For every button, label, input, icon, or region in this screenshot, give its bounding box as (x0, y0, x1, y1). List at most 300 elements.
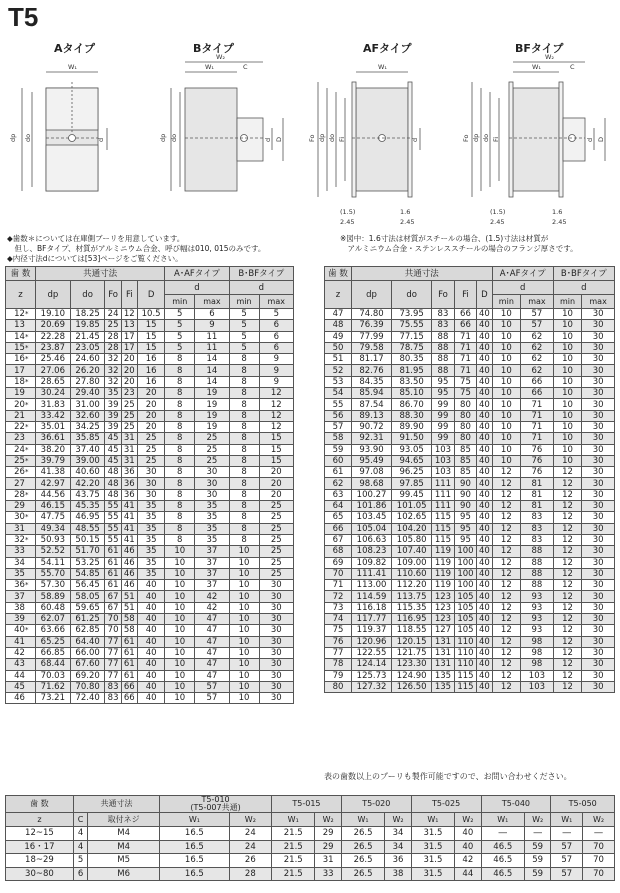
cell-aaf-min: 8 (165, 489, 195, 500)
cell-z (6, 354, 36, 365)
cell-value: 31 (315, 854, 341, 868)
cell-do: 46.95 (70, 512, 105, 523)
cell-fi: 85 (454, 444, 476, 455)
cell-bbf-max: 30 (582, 354, 615, 365)
cell-aaf-max: 76 (521, 467, 554, 478)
table-row (6, 399, 294, 410)
teeth-count: 13 (14, 320, 25, 331)
cell-bbf-max: 30 (582, 602, 615, 613)
cell-do: 101.05 (392, 501, 432, 512)
cell-value: 44 (455, 867, 481, 881)
label-d-af: d (411, 137, 419, 142)
cell-z: 67 (325, 534, 352, 545)
cell-aaf-min: 12 (492, 534, 520, 545)
cell-bbf-min: 10 (553, 421, 582, 432)
cell-z: 73 (325, 602, 352, 613)
cell-z (6, 455, 36, 466)
cell-dp: 52.52 (35, 546, 70, 557)
cell-dp: 109.82 (352, 557, 392, 568)
cell-aaf-max: 30 (195, 478, 229, 489)
cell-aaf-max: 37 (195, 557, 229, 568)
cell-do: 27.80 (70, 376, 105, 387)
cell-aaf-max: 37 (195, 580, 229, 591)
cell-z (6, 320, 36, 331)
cell-aaf-min: 12 (492, 489, 520, 500)
cell-dp: 58.89 (35, 591, 70, 602)
cell-bbf-max: 30 (582, 523, 615, 534)
cell-dp: 105.04 (352, 523, 392, 534)
cell-value: 16.5 (160, 867, 230, 881)
cell-aaf-max: 14 (195, 365, 229, 376)
table-row (6, 478, 294, 489)
cell-aaf-max: 19 (195, 399, 229, 410)
col-fi: Fi (121, 281, 137, 309)
cell-do: 99.45 (392, 489, 432, 500)
cell-aaf-min: 8 (165, 467, 195, 478)
cell-aaf-max: 57 (195, 693, 229, 704)
cell-bbf-min: 10 (229, 568, 259, 579)
label-245-bf-l: 2.45 (490, 218, 505, 226)
cell-fi: 85 (454, 467, 476, 478)
cell-D: 15 (137, 342, 164, 353)
cell-D: 40 (137, 636, 164, 647)
cell-fi: 20 (121, 354, 137, 365)
cell-aaf-max: 83 (521, 523, 554, 534)
teeth-count: 44 (14, 670, 25, 681)
cell-fi: 51 (121, 602, 137, 613)
cell-bbf-max: 30 (259, 681, 293, 692)
cell-z: 66 (325, 523, 352, 534)
cell-aaf-max: 57 (195, 681, 229, 692)
cell-bbf-min: 10 (229, 602, 259, 613)
cell-aaf-min: 10 (165, 614, 195, 625)
label-dp-a: dp (9, 133, 17, 142)
table-row (6, 867, 615, 881)
col-w2: W₂ (229, 813, 271, 827)
cell-fi: 85 (454, 455, 476, 466)
cell-z (6, 647, 36, 658)
stock-mark: * (24, 310, 29, 319)
cell-D: 20 (137, 410, 164, 421)
cell-bbf-max: 6 (259, 320, 293, 331)
col-w2: W₂ (315, 813, 341, 827)
cell-D: 40 (477, 568, 492, 579)
cell-fi: 61 (121, 636, 137, 647)
label-dp-af: dp (318, 133, 326, 142)
cell-do: 59.65 (70, 602, 105, 613)
cell-aaf-max: 11 (195, 342, 229, 353)
col-do: do (392, 281, 432, 309)
cell-fo: 88 (432, 342, 454, 353)
cell-bbf-min: 8 (229, 467, 259, 478)
col-series: T5-040 (481, 796, 551, 813)
cell-dp: 27.06 (35, 365, 70, 376)
col-d: d (492, 281, 553, 295)
cell-aaf-min: 10 (492, 376, 520, 387)
cell-aaf-max: 83 (521, 534, 554, 545)
cell-value: 5 (73, 854, 87, 868)
cell-value: 26.5 (341, 840, 384, 854)
cell-D: 30 (137, 478, 164, 489)
col-series: T5-015 (272, 796, 342, 813)
table-row (325, 523, 615, 534)
cell-aaf-max: 25 (195, 455, 229, 466)
cell-D: 40 (477, 681, 492, 692)
cell-bbf-min: 10 (229, 557, 259, 568)
col-aaf: A･AFタイプ (165, 267, 229, 281)
cell-bbf-min: 8 (229, 523, 259, 534)
cell-bbf-max: 30 (259, 591, 293, 602)
cell-dp: 28.65 (35, 376, 70, 387)
cell-z: 63 (325, 489, 352, 500)
teeth-count: 21 (14, 410, 25, 421)
cell-value: 21.5 (272, 840, 315, 854)
stock-mark: * (24, 344, 29, 353)
cell-bbf-min: 8 (229, 501, 259, 512)
col-min: min (553, 295, 582, 309)
cell-z (6, 501, 36, 512)
cell-fi: 51 (121, 591, 137, 602)
label-c-bf: C (570, 63, 575, 71)
cell-fo: 55 (105, 523, 121, 534)
cell-bbf-max: 30 (259, 693, 293, 704)
cell-value: 33 (315, 867, 341, 881)
cell-aaf-max: 71 (521, 399, 554, 410)
cell-z: 62 (325, 478, 352, 489)
cell-aaf-min: 8 (165, 376, 195, 387)
col-fo: Fo (105, 281, 121, 309)
table-row (325, 625, 615, 636)
cell-fo: 61 (105, 580, 121, 591)
cell-bbf-min: 12 (553, 602, 582, 613)
teeth-count: 46 (14, 693, 25, 704)
stock-mark: * (24, 377, 29, 386)
teeth-count: 38 (14, 602, 25, 613)
table-row (325, 557, 615, 568)
cell-bbf-min: 8 (229, 489, 259, 500)
table-row (6, 534, 294, 545)
cell-value: 40 (455, 827, 481, 841)
cell-bbf-min: 8 (229, 444, 259, 455)
cell-do: 126.50 (392, 681, 432, 692)
teeth-count: 28 (14, 489, 25, 500)
cell-bbf-max: 9 (259, 365, 293, 376)
cell-fo: 45 (105, 433, 121, 444)
cell-D: 25 (137, 455, 164, 466)
cell-fi: 95 (454, 523, 476, 534)
cell-fo: 103 (432, 444, 454, 455)
label-d-a: d (97, 137, 105, 142)
cell-bbf-min: 12 (553, 501, 582, 512)
diagram-title-b: Bタイプ (193, 42, 234, 55)
cell-dp: 87.54 (352, 399, 392, 410)
cell-do: 88.30 (392, 410, 432, 421)
cell-fi: 75 (454, 388, 476, 399)
cell-dp: 19.10 (35, 309, 70, 320)
cell-do: 35.85 (70, 433, 105, 444)
col-teeth: 歯 数 (325, 267, 352, 281)
cell-value: 16.5 (160, 854, 230, 868)
table-row (325, 534, 615, 545)
cell-fo: 131 (432, 659, 454, 670)
cell-value: 34 (385, 840, 411, 854)
cell-aaf-min: 10 (492, 421, 520, 432)
cell-fo: 77 (105, 670, 121, 681)
cell-value: 26.5 (341, 867, 384, 881)
table-row (6, 625, 294, 636)
stock-mark: * (24, 468, 29, 477)
table-row (325, 614, 615, 625)
cell-aaf-min: 5 (165, 320, 195, 331)
cell-bbf-max: 9 (259, 354, 293, 365)
cell-fo: 83 (432, 309, 454, 320)
cell-aaf-max: 81 (521, 501, 554, 512)
cell-dp: 57.30 (35, 580, 70, 591)
cell-value: 31.5 (411, 854, 454, 868)
cell-bbf-min: 12 (553, 670, 582, 681)
cell-fo: 25 (105, 320, 121, 331)
cell-D: 40 (477, 557, 492, 568)
cell-aaf-max: 62 (521, 342, 554, 353)
cell-fo: 99 (432, 433, 454, 444)
cell-bbf-max: 30 (259, 670, 293, 681)
cell-dp: 100.27 (352, 489, 392, 500)
col-d: d (229, 281, 293, 295)
cell-dp: 101.86 (352, 501, 392, 512)
cell-z (6, 602, 36, 613)
cell-value: 4 (73, 827, 87, 841)
cell-fo: 35 (105, 388, 121, 399)
cell-aaf-min: 8 (165, 421, 195, 432)
cell-aaf-max: 93 (521, 625, 554, 636)
cell-D: 15 (137, 320, 164, 331)
cell-bbf-max: 30 (259, 580, 293, 591)
cell-value: 16.5 (160, 840, 230, 854)
cell-do: 24.60 (70, 354, 105, 365)
table-row (325, 342, 615, 353)
cell-do: 43.75 (70, 489, 105, 500)
cell-aaf-min: 12 (492, 523, 520, 534)
cell-aaf-max: 42 (195, 591, 229, 602)
cell-bbf-min: 5 (229, 320, 259, 331)
label-dp-b: dp (159, 133, 167, 142)
cell-aaf-max: 19 (195, 388, 229, 399)
cell-aaf-min: 10 (492, 331, 520, 342)
teeth-count: 36 (14, 580, 25, 591)
cell-aaf-min: 12 (492, 614, 520, 625)
cell-bbf-max: 30 (582, 647, 615, 658)
label-D-b: D (275, 136, 283, 142)
cell-bbf-min: 10 (553, 365, 582, 376)
table-row (6, 309, 294, 320)
cell-value: 46.5 (481, 854, 524, 868)
cell-D: 40 (477, 365, 492, 376)
cell-bbf-min: 8 (229, 376, 259, 387)
cell-fi: 46 (121, 557, 137, 568)
cell-bbf-max: 30 (582, 489, 615, 500)
cell-aaf-max: 103 (521, 670, 554, 681)
table-row (325, 647, 615, 658)
cell-aaf-max: 66 (521, 388, 554, 399)
cell-value: 21.5 (272, 854, 315, 868)
cell-D: 40 (477, 342, 492, 353)
cell-aaf-min: 10 (492, 309, 520, 320)
cell-dp: 120.96 (352, 636, 392, 647)
cell-dp: 62.07 (35, 614, 70, 625)
cell-bbf-min: 12 (553, 568, 582, 579)
cell-fo: 48 (105, 478, 121, 489)
cell-dp: 119.37 (352, 625, 392, 636)
col-min: min (229, 295, 259, 309)
cell-do: 113.75 (392, 591, 432, 602)
col-series: T5-050 (551, 796, 615, 813)
cell-aaf-max: 88 (521, 557, 554, 568)
table-row (6, 523, 294, 534)
cell-z: 61 (325, 467, 352, 478)
cell-fi: 61 (121, 659, 137, 670)
label-w1-a: W₁ (68, 63, 78, 71)
col-max: max (521, 295, 554, 309)
label-w2-b: W₂ (216, 53, 226, 61)
cell-aaf-max: 103 (521, 681, 554, 692)
cell-do: 124.90 (392, 670, 432, 681)
cell-bbf-min: 10 (553, 433, 582, 444)
col-screw: 取付ネジ (88, 813, 160, 827)
stock-mark: * (24, 513, 29, 522)
cell-bbf-max: 30 (582, 670, 615, 681)
note-line: 但し、BFタイプ、材質がアルミニウム合金、呼び幅は010, 015のみです。 (7, 244, 266, 253)
cell-bbf-max: 15 (259, 455, 293, 466)
cell-dp: 31.83 (35, 399, 70, 410)
col-min: min (165, 295, 195, 309)
cell-dp: 49.34 (35, 523, 70, 534)
col-bbf: B･BFタイプ (229, 267, 293, 281)
cell-fi: 66 (121, 681, 137, 692)
cell-fo: 103 (432, 455, 454, 466)
stock-mark: * (24, 355, 29, 364)
table-row (6, 614, 294, 625)
cell-D: 35 (137, 523, 164, 534)
cell-fi: 23 (121, 388, 137, 399)
cell-aaf-max: 35 (195, 534, 229, 545)
cell-D: 40 (477, 670, 492, 681)
cell-D: 40 (477, 546, 492, 557)
table-row (6, 467, 294, 478)
cell-dp: 39.79 (35, 455, 70, 466)
table-row (325, 546, 615, 557)
cell-D: 40 (477, 659, 492, 670)
cell-fo: 32 (105, 354, 121, 365)
cell-fo: 115 (432, 512, 454, 523)
cell-fo: 111 (432, 489, 454, 500)
teeth-count: 22 (14, 422, 25, 433)
cell-aaf-max: 76 (521, 444, 554, 455)
cell-z: 59 (325, 444, 352, 455)
col-max: max (259, 295, 293, 309)
col-do: do (70, 281, 105, 309)
table-row (6, 354, 294, 365)
cell-bbf-min: 10 (553, 354, 582, 365)
cell-z: 71 (325, 580, 352, 591)
cell-dp: 85.94 (352, 388, 392, 399)
cell-value: 70 (583, 854, 615, 868)
cell-bbf-max: 30 (582, 580, 615, 591)
cell-aaf-min: 10 (165, 591, 195, 602)
cell-D: 25 (137, 444, 164, 455)
cell-value: 21.5 (272, 867, 315, 881)
table-row (325, 433, 615, 444)
cell-z (6, 614, 36, 625)
table-row (325, 489, 615, 500)
table-row (325, 670, 615, 681)
cell-D: 40 (137, 670, 164, 681)
teeth-count: 33 (14, 546, 25, 557)
cell-fi: 25 (121, 399, 137, 410)
cell-aaf-max: 57 (521, 309, 554, 320)
cell-fi: 17 (121, 342, 137, 353)
table-row (325, 681, 615, 692)
cell-fo: 70 (105, 625, 121, 636)
col-min: min (492, 295, 520, 309)
cell-dp: 71.62 (35, 681, 70, 692)
cell-fi: 105 (454, 591, 476, 602)
cell-bbf-max: 30 (582, 331, 615, 342)
cell-aaf-max: 14 (195, 354, 229, 365)
cell-fi: 66 (121, 693, 137, 704)
cell-D: 40 (477, 309, 492, 320)
cell-aaf-max: 98 (521, 659, 554, 670)
cell-bbf-max: 30 (582, 455, 615, 466)
cell-fo: 119 (432, 546, 454, 557)
cell-D: 40 (477, 376, 492, 387)
cell-do: 32.60 (70, 410, 105, 421)
cell-dp: 50.93 (35, 534, 70, 545)
diagram-a (9, 63, 107, 191)
cell-D: 40 (477, 512, 492, 523)
cell-aaf-min: 12 (492, 647, 520, 658)
cell-aaf-min: 8 (165, 433, 195, 444)
cell-bbf-max: 25 (259, 501, 293, 512)
cell-bbf-max: 30 (582, 478, 615, 489)
cell-aaf-min: 12 (492, 670, 520, 681)
cell-dp: 66.85 (35, 647, 70, 658)
teeth-count: 27 (14, 478, 25, 489)
stock-mark: * (24, 536, 29, 545)
cell-bbf-min: 12 (553, 467, 582, 478)
cell-z (6, 478, 36, 489)
cell-fo: 99 (432, 421, 454, 432)
cell-fi: 17 (121, 331, 137, 342)
cell-bbf-min: 12 (553, 534, 582, 545)
dimension-table-left (5, 266, 294, 704)
cell-aaf-min: 10 (165, 693, 195, 704)
cell-aaf-min: 10 (165, 681, 195, 692)
cell-fo: 39 (105, 399, 121, 410)
cell-do: 64.40 (70, 636, 105, 647)
col-z: z (6, 813, 74, 827)
cell-fo: 111 (432, 478, 454, 489)
cell-z (6, 388, 36, 399)
teeth-count: 32 (14, 535, 25, 546)
cell-value: 57 (551, 854, 583, 868)
table-row (325, 467, 615, 478)
cell-fi: 46 (121, 580, 137, 591)
cell-dp: 76.39 (352, 320, 392, 331)
cell-dp: 25.46 (35, 354, 70, 365)
cell-aaf-min: 10 (165, 602, 195, 613)
cell-do: 56.45 (70, 580, 105, 591)
cell-do: 21.45 (70, 331, 105, 342)
